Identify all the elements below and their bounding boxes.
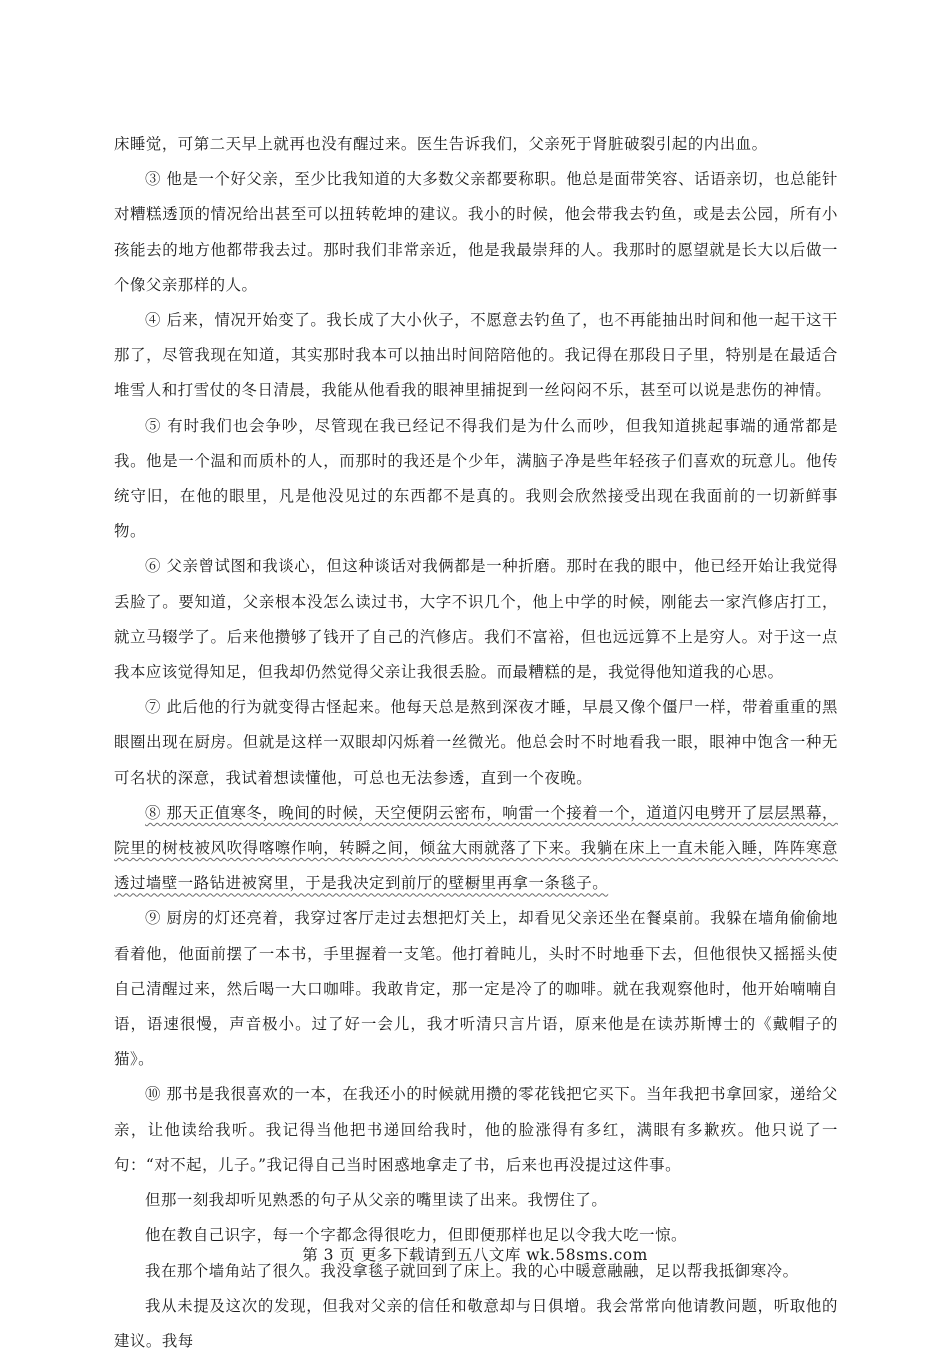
article-body — [114, 127, 838, 1359]
paragraph-continuation: 床睡觉，可第二天早上就再也没有醒过来。医生告诉我们，父亲死于肾脏破裂引起的内出血。 — [114, 135, 768, 153]
paragraph-10: ⑩ 那书是我很喜欢的一本，在我还小的时候就用攒的零花钱把它买下。当年我把书拿回家，递给父亲，让他读给我听。我记得当他把书递回给我时，他的脸涨得有多红，满眼有多歉疚。他只说了一句：“对不起，儿子。”我记得自己当时困惑地拿走了书，后来也再没提过这件事。 — [114, 1085, 838, 1174]
paragraph-13: 我在那个墙角站了很久。我没拿毯子就回到了床上。我的心中暖意融融，足以帮我抵御寒冷。 — [145, 1261, 799, 1280]
paragraph-11: 但那一刻我却听见熟悉的句子从父亲的嘴里读了出来。我愣住了。 — [145, 1191, 608, 1210]
paragraph-8-underlined: ⑧ 那天正值寒冬，晚间的时候，天空便阴云密布，响雷一个接着一个，道道闪电劈开了层层黑幕，院里的树枝被风吹得喀嚓作响，转瞬之间，倾盆大雨就落了下来。我躺在床上一直未能入睡，阵阵寒意透过墙壁一路钻进被窝里，于是我决定到前厅的壁橱里再拿一条毯子。 — [114, 803, 838, 893]
paragraph-12: 他在教自己识字，每一个字都念得很吃力，但即便那样也足以令我大吃一惊。 — [145, 1226, 687, 1245]
paragraph-6: ⑥ 父亲曾试图和我谈心，但这种谈话对我俩都是一种折磨。那时在我的眼中，他已经开始让我觉得丢脸了。要知道，父亲根本没怎么读过书，大字不识几个，他上中学的时候，刚能去一家汽修店打工，就立马辍学了。后来他攒够了钱开了自己的汽修店。我们不富裕，但也远远算不上是穷人。对于这一点我本应该觉得知足，但我却仍然觉得父亲让我很丢脸。而最糟糕的是，我觉得他知道我的心思。 — [114, 557, 838, 682]
paragraph-5: ⑤ 有时我们也会争吵，尽管现在我已经记不得我们是为什么而吵，但我知道挑起事端的通常都是我。他是一个温和而质朴的人，而那时的我还是个少年，满脑子净是些年轻孩子们喜欢的玩意儿。他传统守旧，在他的眼里，凡是他没见过的东西都不是真的。我则会欣然接受出现在我面前的一切新鲜事物。 — [114, 416, 838, 541]
page-footer: 第 3 页 更多下载请到五八文库 wk.58sms.com — [302, 1246, 648, 1264]
paragraph-7: ⑦ 此后他的行为就变得古怪起来。他每天总是熬到深夜才睡，早晨又像个僵尸一样，带着重重的黑眼圈出现在厨房。但就是这样一双眼却闪烁着一丝微光。他总会时不时地看我一眼，眼神中饱含一种无可名状的深意，我试着想读懂他，可总也无法参透，直到一个夜晚。 — [114, 698, 838, 787]
paragraph-4: ④ 后来，情况开始变了。我长成了大小伙子，不愿意去钓鱼了，也不再能抽出时间和他一起干这干那了，尽管我现在知道，其实那时我本可以抽出时间陪陪他的。我记得在那段日子里，特别是在最适合堆雪人和打雪仗的冬日清晨，我能从他看我的眼神里捕捉到一丝闷闷不乐，甚至可以说是悲伤的神情。 — [114, 311, 838, 400]
paragraph-3: ③ 他是一个好父亲，至少比我知道的大多数父亲都要称职。他总是面带笑容、话语亲切，也总能针对糟糕透顶的情况给出甚至可以扭转乾坤的建议。我小的时候，他会带我去钓鱼，或是去公园，所有小孩能去的地方他都带我去过。那时我们非常亲近，他是我最崇拜的人。我那时的愿望就是长大以后做一个像父亲那样的人。 — [114, 170, 838, 294]
paragraph-14: 我从未提及这次的发现，但我对父亲的信任和敬意却与日俱增。我会常常向他请教问题，听取他的建议。我每 — [114, 1296, 838, 1350]
paragraph-9: ⑨ 厨房的灯还亮着，我穿过客厅走过去想把灯关上，却看见父亲还坐在餐桌前。我躲在墙角偷偷地看着他，他面前摆了一本书，手里握着一支笔。他打着盹儿，头时不时地垂下去，但他很快又摇摇头使自己清醒过来，然后喝一大口咖啡。我敢肯定，那一定是冷了的咖啡。就在我观察他时，他开始喃喃自语，语速很慢，声音极小。过了好一会儿，我才听清只言片语，原来他是在读苏斯博士的《戴帽子的猫》。 — [114, 909, 838, 1069]
